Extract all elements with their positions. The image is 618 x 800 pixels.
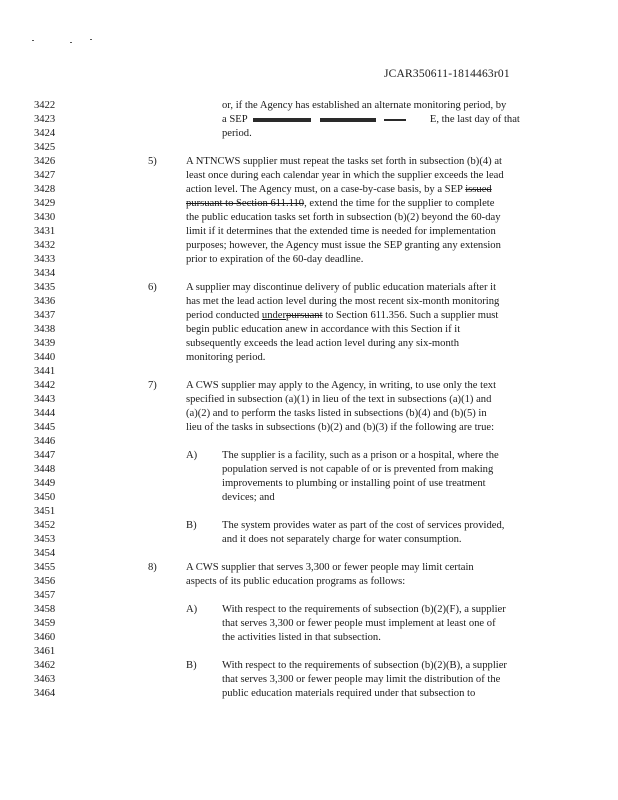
line-number: 3450 [34, 492, 56, 503]
text-fragment: to Section 611.356. Such a supplier must [322, 310, 499, 321]
text-line: public education materials required under that subsection to [222, 688, 476, 699]
text-fragment: E, the last day of that [429, 114, 520, 125]
line-number: 3432 [34, 240, 56, 251]
line-number: 3444 [34, 408, 56, 419]
text-line: (a)(2) and to perform the tasks listed in subsections (b)(4) and (b)(5) in [186, 408, 487, 419]
subparagraph-marker: B) [186, 660, 197, 671]
line-number: 3446 [34, 436, 56, 447]
text-line: limit if it determines that the extended time is needed for implementation [186, 226, 496, 237]
line-number: 3443 [34, 394, 56, 405]
text-line: the activities listed in that subsection. [222, 632, 381, 643]
text-line: A supplier may discontinue delivery of public education materials after it [186, 282, 497, 293]
line [34, 477, 614, 490]
line [34, 113, 614, 126]
line-number: 3423 [34, 114, 56, 125]
line [34, 519, 614, 532]
subparagraph-marker: A) [186, 604, 198, 615]
line [34, 407, 614, 420]
redaction-mark [253, 118, 311, 122]
line [34, 141, 614, 154]
line [34, 155, 614, 168]
line [34, 561, 614, 574]
inserted-text: under [261, 310, 287, 321]
text-line [186, 183, 492, 196]
text-line: A NTNCWS supplier must repeat the tasks set forth in subsection (b)(4) at [186, 156, 502, 167]
line [34, 169, 614, 182]
line-number: 3429 [34, 198, 56, 209]
line [34, 295, 614, 308]
struck-text: pursuant [286, 310, 323, 321]
line-number: 3460 [34, 632, 56, 643]
text-line: population served is not capable of or is prevented from making [222, 464, 494, 475]
text-line: least once during each calendar year in which the supplier exceeds the lead [186, 170, 504, 181]
text-line: subsequently exceeds the lead action level during any six-month [186, 338, 460, 349]
line-number: 3449 [34, 478, 56, 489]
text-line [222, 113, 520, 126]
line [34, 253, 614, 266]
text-line: lieu of the tasks in subsections (b)(2) and (b)(3) if the following are true: [186, 422, 495, 433]
line [34, 435, 614, 448]
text-line: the public education tasks set forth in subsection (b)(2) beyond the 60-day [186, 212, 501, 223]
line-number: 3452 [34, 520, 56, 531]
line [34, 197, 614, 210]
line [34, 337, 614, 350]
text-fragment: , extend the time for the supplier to complete [304, 198, 495, 209]
line-number: 3439 [34, 338, 56, 349]
text-line [186, 197, 494, 210]
line-number: 3448 [34, 464, 56, 475]
paragraph-marker: 8) [148, 562, 157, 573]
line [34, 575, 614, 588]
line-number: 3425 [34, 142, 56, 153]
line [34, 505, 614, 518]
line-number: 3426 [34, 156, 56, 167]
text-line: improvements to plumbing or installing point of use treatment [222, 478, 486, 489]
line-number: 3442 [34, 380, 56, 391]
text-line [186, 309, 498, 322]
paragraph-marker: 6) [148, 282, 157, 293]
line [34, 379, 614, 392]
text-line: With respect to the requirements of subsection (b)(2)(B), a supplier [222, 660, 507, 671]
line [34, 533, 614, 546]
line-number: 3455 [34, 562, 56, 573]
line-number: 3430 [34, 212, 56, 223]
text-line: With respect to the requirements of subsection (b)(2)(F), a supplier [222, 604, 506, 615]
line-number: 3427 [34, 170, 56, 181]
line-number: 3441 [34, 366, 56, 377]
text-line: begin public education anew in accordance with this Section if it [186, 324, 461, 335]
line-number: 3424 [34, 128, 56, 139]
line-number: 3436 [34, 296, 56, 307]
line [34, 323, 614, 336]
line [34, 211, 614, 224]
line [34, 183, 614, 196]
text-line: The supplier is a facility, such as a prison or a hospital, where the [222, 450, 499, 461]
line [34, 463, 614, 476]
line-number: 3437 [34, 310, 56, 321]
text-line: period. [222, 128, 252, 139]
line-number: 3428 [34, 184, 56, 195]
line [34, 365, 614, 378]
line [34, 589, 614, 602]
line-number: 3445 [34, 422, 56, 433]
line-number: 3447 [34, 450, 56, 461]
line-number: 3422 [34, 100, 56, 111]
line-number: 3451 [34, 506, 56, 517]
line-number: 3454 [34, 548, 56, 559]
text-line: and it does not separately charge for water consumption. [222, 534, 462, 545]
line [34, 603, 614, 616]
text-line: that serves 3,300 or fewer people may limit the distribution of the [222, 674, 501, 685]
line-number: 3440 [34, 352, 56, 363]
text-line: A CWS supplier may apply to the Agency, in writing, to use only the text [186, 380, 497, 391]
line [34, 267, 614, 280]
subparagraph-marker: A) [186, 450, 198, 461]
document-id-header: JCAR350611-1814463r01 [384, 68, 510, 80]
line [34, 239, 614, 252]
text-fragment: action level. The Agency must, on a case-by-case basis, by a SEP [186, 184, 463, 195]
line-number: 3459 [34, 618, 56, 629]
text-line: devices; and [222, 492, 275, 503]
line [34, 225, 614, 238]
text-line: specified in subsection (a)(1) in lieu of the text in subsections (a)(1) and [186, 394, 492, 405]
line [34, 687, 614, 700]
text-line: aspects of its public education programs as follows: [186, 576, 406, 587]
text-line: that serves 3,300 or fewer people must implement at least one of [222, 618, 496, 629]
line [34, 309, 614, 322]
line [34, 351, 614, 364]
paragraph-marker: 5) [148, 156, 157, 167]
line [34, 491, 614, 504]
line-number: 3434 [34, 268, 56, 279]
struck-text: pursuant to Section 611.110 [186, 198, 305, 209]
text-fragment: period conducted [186, 310, 262, 321]
subparagraph-marker: B) [186, 520, 197, 531]
line [34, 659, 614, 672]
line-number: 3435 [34, 282, 56, 293]
line [34, 449, 614, 462]
line [34, 421, 614, 434]
line [34, 393, 614, 406]
line-number: 3456 [34, 576, 56, 587]
line [34, 127, 614, 140]
text-fragment: a SEP [222, 114, 248, 125]
line [34, 617, 614, 630]
paragraph-marker: 7) [148, 380, 157, 391]
line [34, 673, 614, 686]
line [34, 645, 614, 658]
line-number: 3463 [34, 674, 56, 685]
text-line: A CWS supplier that serves 3,300 or fewer people may limit certain [186, 562, 474, 573]
line [34, 99, 614, 112]
line-number: 3431 [34, 226, 56, 237]
line [34, 281, 614, 294]
redaction-mark [384, 119, 406, 121]
line-number: 3464 [34, 688, 56, 699]
text-line: monitoring period. [186, 352, 266, 363]
struck-text: issued [465, 184, 492, 195]
text-line: prior to expiration of the 60-day deadline. [186, 254, 364, 265]
text-line: or, if the Agency has established an alternate monitoring period, by [222, 100, 507, 111]
line-number: 3453 [34, 534, 56, 545]
line-number: 3462 [34, 660, 56, 671]
line-number: 3438 [34, 324, 56, 335]
text-line: purposes; however, the Agency must issue the SEP granting any extension [186, 240, 501, 251]
text-line: The system provides water as part of the cost of services provided, [222, 520, 505, 531]
line-number: 3457 [34, 590, 56, 601]
redaction-mark [320, 118, 376, 122]
text-line: has met the lead action level during the most recent six-month monitoring [186, 296, 500, 307]
line [34, 547, 614, 560]
line-number: 3458 [34, 604, 56, 615]
line-number: 3461 [34, 646, 56, 657]
line-number: 3433 [34, 254, 56, 265]
line [34, 631, 614, 644]
